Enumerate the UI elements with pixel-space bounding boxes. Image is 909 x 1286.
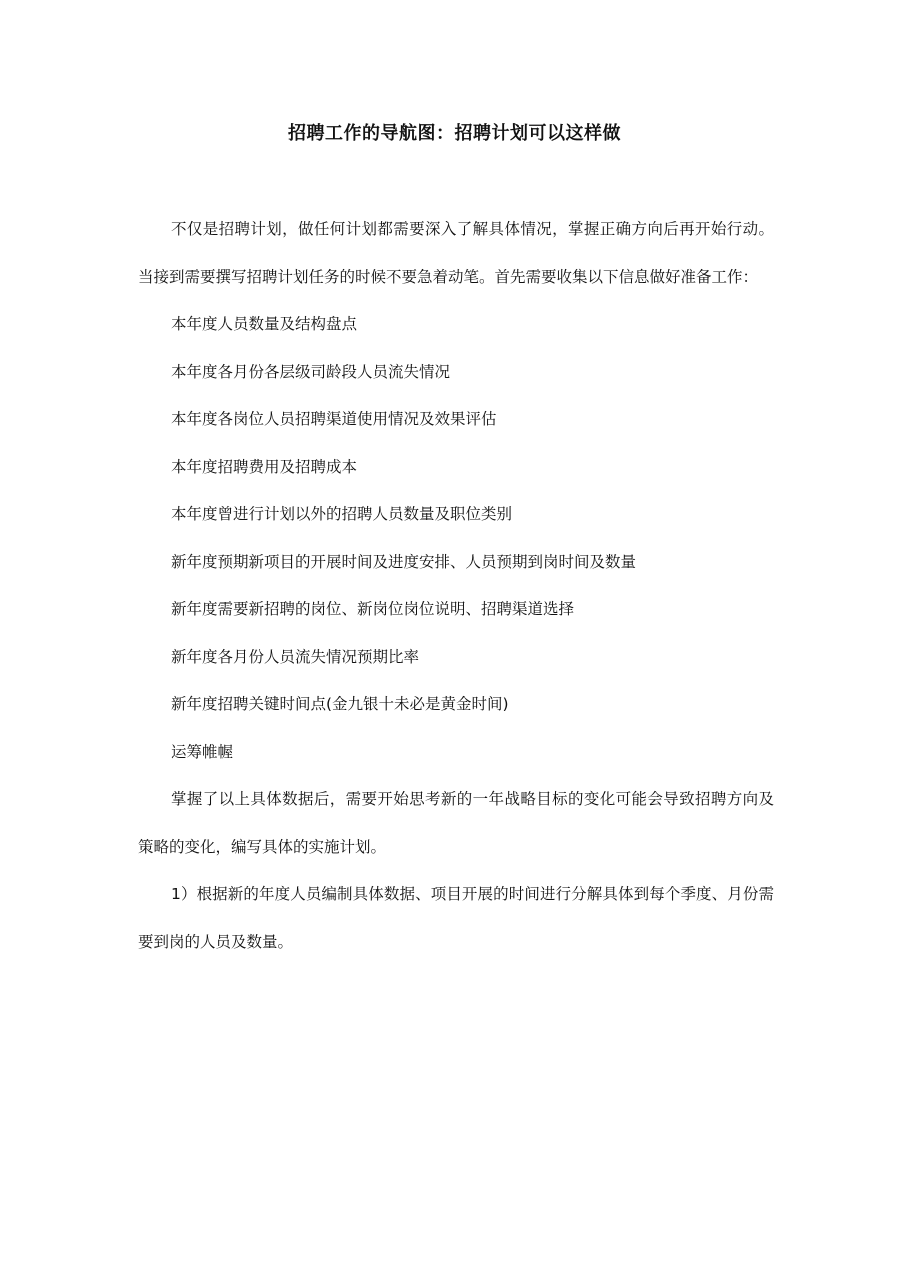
list-item: 新年度需要新招聘的岗位、新岗位岗位说明、招聘渠道选择 <box>171 600 575 618</box>
list-item: 新年度各月份人员流失情况预期比率 <box>171 647 420 666</box>
list-item: 本年度各岗位人员招聘渠道使用情况及效果评估 <box>171 410 497 428</box>
document-body <box>138 206 774 966</box>
list-item: 本年度人员数量及结构盘点 <box>171 315 358 333</box>
list-item: 新年度招聘关键时间点(金九银十未必是黄金时间) <box>171 695 509 713</box>
list-item: 新年度预期新项目的开展时间及进度安排、人员预期到岗时间及数量 <box>171 552 637 571</box>
list-item: 本年度各月份各层级司龄段人员流失情况 <box>171 362 451 381</box>
intro-paragraph: 不仅是招聘计划，做任何计划都需要深入了解具体情况，掌握正确方向后再开始行动。当接到需要撰写招聘计划任务的时候不要急着动笔。首先需要收集以下信息做好准备工作： <box>138 220 774 286</box>
list-item: 本年度曾进行计划以外的招聘人员数量及职位类别 <box>171 505 513 523</box>
strategy-paragraph: 掌握了以上具体数据后，需要开始思考新的一年战略目标的变化可能会导致招聘方向及策略的变化，编写具体的实施计划。 <box>138 790 774 856</box>
step-one-paragraph: 1）根据新的年度人员编制具体数据、项目开展的时间进行分解具体到每个季度、月份需要到岗的人员及数量。 <box>138 885 774 951</box>
list-item: 运筹帷幄 <box>171 742 234 761</box>
list-item: 本年度招聘费用及招聘成本 <box>171 457 358 476</box>
document-title: 招聘工作的导航图：招聘计划可以这样做 <box>288 123 621 144</box>
